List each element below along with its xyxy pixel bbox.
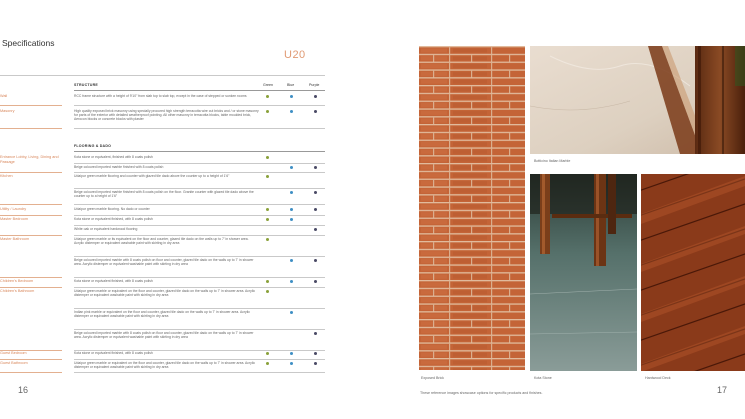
availability-dot-green [266, 352, 269, 355]
availability-dot-blue [290, 259, 293, 262]
availability-dot-blue [290, 208, 293, 211]
row-divider [74, 359, 325, 360]
label-divider [0, 359, 62, 360]
availability-dot-blue [290, 280, 293, 283]
top-rule [0, 75, 325, 76]
row-label: Entrance Lobby, Living, Dining and Passage [0, 155, 59, 164]
marble-photo [530, 46, 745, 154]
kota-photo [530, 174, 637, 371]
brick-photo [419, 46, 525, 370]
availability-dot-purple [314, 259, 317, 262]
row-description: Indian pink marble or equivalent on the floor and counter, glazed tile dado on the walls up to 7' in shower area. Acrylic distemper or equivalent washable paint with skirting in dry area [74, 310, 250, 319]
label-divider [0, 277, 62, 278]
header-rule [74, 90, 325, 91]
label-divider [0, 128, 62, 129]
row-label: Master Bathroom [0, 237, 30, 241]
availability-dot-purple [314, 110, 317, 113]
row-description: Kota stone or equivalent finished, with 8 coats polish [74, 217, 153, 221]
row-label: Utility / Laundry [0, 207, 27, 211]
row-description: RCC frame structure with a height of 9'10" from slab top to slab top, except in the case of stepped or sunken rooms [74, 94, 247, 98]
row-divider [74, 277, 325, 278]
caption-wood: Hardwood Deck [645, 376, 671, 380]
availability-dot-green [266, 110, 269, 113]
availability-dot-blue [290, 166, 293, 169]
row-divider [74, 256, 325, 257]
row-description: Kota stone or equivalent finished, with 8 coats polish [74, 351, 153, 355]
flooring-heading: FLOORING & DADO [74, 144, 112, 148]
row-divider [74, 163, 325, 164]
header-green: Green [263, 83, 273, 87]
availability-dot-green [266, 95, 269, 98]
page-title: Specifications [2, 38, 55, 48]
row-divider [74, 329, 325, 330]
availability-dot-purple [314, 95, 317, 98]
availability-dot-blue [290, 95, 293, 98]
row-divider [74, 215, 325, 216]
row-label: Masonry [0, 109, 15, 113]
row-label: Master Bedroom [0, 217, 29, 221]
row-description: Kota stone or equivalent finished, with 8 coats polish [74, 279, 153, 283]
availability-dot-blue [290, 311, 293, 314]
availability-dot-blue [290, 110, 293, 113]
row-label: Guest Bathroom [0, 361, 28, 365]
availability-dot-purple [314, 362, 317, 365]
row-description: Udaipur green marble flooring and counter with glazed tile dado above the counter up to a height of 1'6" [74, 174, 230, 178]
row-label: Kitchen [0, 174, 13, 178]
availability-dot-green [266, 362, 269, 365]
row-divider [74, 372, 325, 373]
row-description: Beige coloured imported marble finished with 8 coats polish [74, 165, 164, 169]
availability-dot-purple [314, 228, 317, 231]
row-description: Beige coloured imported marble with 8 coats polish on floor and counter, glazed tile dado on the walls up to 7' in shower area. Acrylic distemper or equivalent washable paint with skirting in dry area [74, 331, 254, 340]
label-divider [0, 372, 62, 373]
availability-dot-purple [314, 332, 317, 335]
availability-dot-green [266, 156, 269, 159]
availability-dot-green [266, 280, 269, 283]
page-number-right: 17 [717, 385, 728, 395]
footnote: These reference images showcase options for specific products and finishes. [420, 391, 543, 395]
header-structure: STRUCTURE [74, 83, 98, 87]
row-description: High quality exposed brick masonry using specially procured high strength terracotta wire cut bricks and / or stone masonry for parts of the exterior with detailed weatherproof pointing. All other masonry in terracotta blocks, table moulded brick, Aerocon blocks or concrete blocks with plaster [74, 109, 259, 122]
row-divider [74, 287, 325, 288]
row-divider [74, 308, 325, 309]
right-page [372, 0, 745, 419]
row-label: Wall [0, 94, 8, 98]
wood-photo [641, 174, 745, 371]
row-divider [74, 204, 325, 205]
caption-kota: Kota Stone [534, 376, 552, 380]
header-blue: Blue [287, 83, 295, 87]
row-divider [74, 188, 325, 189]
availability-dot-purple [314, 352, 317, 355]
caption-marble: Botticino Italian Marble [534, 159, 571, 163]
row-description: Beige coloured imported marble with 8 coats polish on floor and counter, glazed tile dado on the walls up to 7' in shower area. Acrylic distemper or equivalent washable paint with skirting in dry area [74, 258, 254, 267]
row-description: Beige coloured imported marble finished with 8 coats polish on the floor. Granite counter with glazed tile dado above the counter up to a height of 1'6" [74, 190, 254, 199]
availability-dot-blue [290, 191, 293, 194]
row-divider [74, 225, 325, 226]
row-divider [74, 235, 325, 236]
unit-code: U20 [284, 49, 306, 61]
row-description: Udaipur green marble flooring. No dado or counter [74, 207, 150, 211]
row-divider [74, 172, 325, 173]
label-divider [0, 204, 62, 205]
label-divider [0, 235, 62, 236]
label-divider [0, 172, 62, 173]
row-description: Udaipur green marble or its equivalent on the floor and counter, glazed tile dado on the walls up to 7' in shower area. Acrylic distemper or equivalent washable paint with skirting in dry area [74, 237, 249, 246]
availability-dot-blue [290, 352, 293, 355]
availability-dot-green [266, 238, 269, 241]
row-description: White oak or equivalent hardwood flooring [74, 227, 138, 231]
availability-dot-green [266, 175, 269, 178]
row-description: Udaipur green marble or equivalent on the floor and counter, glazed tile dado on the walls up to 7' in shower area. Acrylic distemper or equivalent washable paint with skirting in dry area [74, 361, 256, 370]
row-divider [74, 105, 325, 106]
left-page [0, 0, 372, 419]
availability-dot-purple [314, 208, 317, 211]
availability-dot-purple [314, 280, 317, 283]
row-label: Children's Bathroom [0, 289, 35, 293]
page-number-left: 16 [18, 385, 29, 395]
row-description: Udaipur green marble or equivalent on the floor and counter, glazed tile dado on the walls up to 7' in shower area. Acrylic distemper or equivalent washable paint with skirting in dry area [74, 289, 256, 298]
label-divider [0, 287, 62, 288]
row-divider [74, 128, 325, 129]
availability-dot-green [266, 208, 269, 211]
availability-dot-blue [290, 362, 293, 365]
label-divider [0, 105, 62, 106]
availability-dot-green [266, 218, 269, 221]
caption-brick: Exposed Brick [421, 376, 444, 380]
row-description: Kota stone or equivalent, finished with 8 coats polish [74, 155, 153, 159]
availability-dot-blue [290, 218, 293, 221]
row-label: Guest Bedroom [0, 351, 27, 355]
label-divider [0, 215, 62, 216]
row-label: Children's Bedroom [0, 279, 34, 283]
flooring-rule [74, 151, 325, 152]
availability-dot-purple [314, 166, 317, 169]
availability-dot-green [266, 290, 269, 293]
header-purple: Purple [309, 83, 320, 87]
availability-dot-purple [314, 191, 317, 194]
